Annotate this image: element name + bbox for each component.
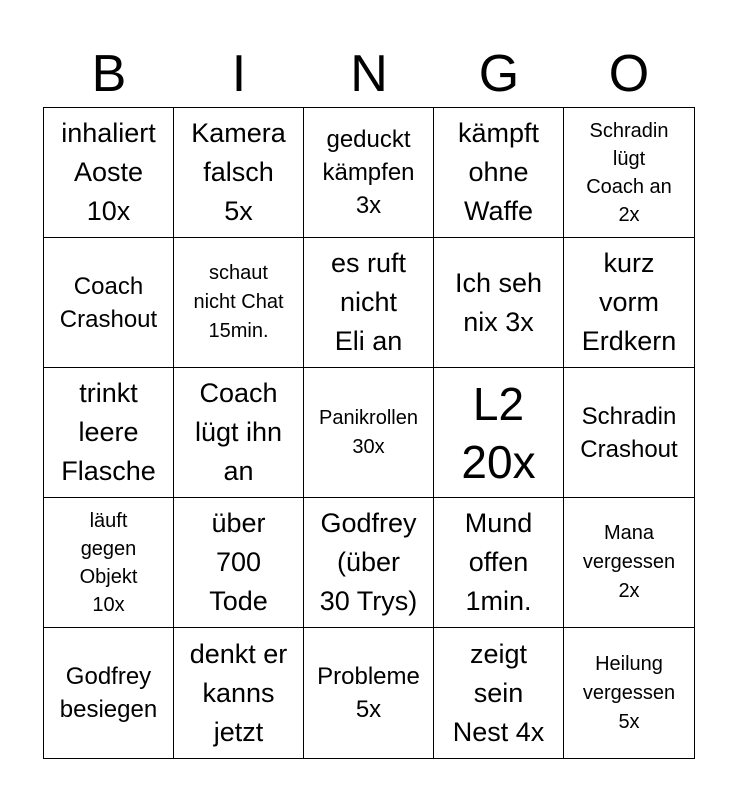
bingo-cell[interactable]	[434, 368, 564, 498]
header-letter-n: N	[350, 45, 388, 103]
bingo-cell-text: Coach lügt ihn an	[194, 378, 283, 486]
bingo-cell-text: trinkt leere Flasche	[61, 378, 156, 486]
bingo-header	[44, 40, 694, 108]
bingo-board	[43, 107, 695, 759]
bingo-cell-text: Schradin lügt Coach an 2x	[586, 119, 672, 226]
bingo-cell-text: Schradin Crashout	[580, 402, 678, 463]
bingo-cell[interactable]	[174, 238, 304, 368]
bingo-cell[interactable]	[174, 628, 304, 758]
bingo-cell-text: denkt er kanns jetzt	[189, 638, 288, 747]
header-letter-g: G	[478, 45, 520, 103]
bingo-cell[interactable]	[434, 108, 564, 238]
bingo-cell[interactable]	[174, 498, 304, 628]
bingo-cell-text: geduckt kämpfen 3x	[322, 126, 415, 219]
bingo-cell-text: zeigt sein Nest 4x	[452, 638, 545, 747]
header-letter-b: B	[91, 45, 127, 103]
bingo-cell[interactable]	[564, 498, 694, 628]
bingo-cell[interactable]	[44, 498, 174, 628]
bingo-cell-text: Godfrey (über 30 Trys)	[319, 508, 418, 616]
bingo-cell-text: Godfrey besiegen	[59, 663, 158, 723]
bingo-cell-text: Kamera falsch 5x	[191, 118, 286, 226]
bingo-cell-text: Panikrollen 30x	[319, 406, 418, 458]
bingo-cell-text: Mana vergessen 2x	[582, 522, 676, 602]
bingo-cell[interactable]	[44, 628, 174, 758]
bingo-cell[interactable]	[304, 108, 434, 238]
bingo-cell[interactable]	[174, 108, 304, 238]
bingo-cell[interactable]	[564, 108, 694, 238]
bingo-cell-text: Ich seh nix 3x	[454, 267, 543, 337]
bingo-cell-text: L2 20x	[461, 377, 536, 488]
bingo-cell-text: kämpft ohne Waffe	[457, 118, 540, 226]
bingo-cell[interactable]	[44, 238, 174, 368]
bingo-cell[interactable]	[434, 238, 564, 368]
bingo-cell-text: läuft gegen Objekt 10x	[79, 509, 138, 616]
bingo-cell[interactable]	[434, 628, 564, 758]
header-letter-i: I	[231, 45, 247, 103]
bingo-cell[interactable]	[304, 628, 434, 758]
bingo-cell-text: schaut nicht Chat 15min.	[193, 262, 284, 342]
bingo-cell[interactable]	[564, 238, 694, 368]
bingo-cell[interactable]	[564, 628, 694, 758]
bingo-cell[interactable]	[434, 498, 564, 628]
bingo-cell[interactable]	[304, 498, 434, 628]
bingo-cell-text: Coach Crashout	[59, 272, 158, 333]
bingo-cell-text: Heilung vergessen 5x	[582, 652, 676, 733]
bingo-cell-text: es ruft nicht Eli an	[330, 248, 407, 356]
bingo-cell-text: Probleme 5x	[317, 663, 420, 723]
bingo-cell[interactable]	[564, 368, 694, 498]
bingo-cell-text: über 700 Tode	[209, 508, 268, 616]
bingo-cell-text: kurz vorm Erdkern	[581, 248, 677, 356]
bingo-cell[interactable]	[44, 108, 174, 238]
bingo-cell[interactable]	[174, 368, 304, 498]
bingo-cell-text: inhaliert Aoste 10x	[61, 118, 156, 226]
header-letter-o: O	[608, 45, 650, 103]
bingo-cell[interactable]	[304, 368, 434, 498]
bingo-cell[interactable]	[304, 238, 434, 368]
bingo-cell[interactable]	[44, 368, 174, 498]
bingo-cell-text: Mund offen 1min.	[464, 508, 533, 616]
